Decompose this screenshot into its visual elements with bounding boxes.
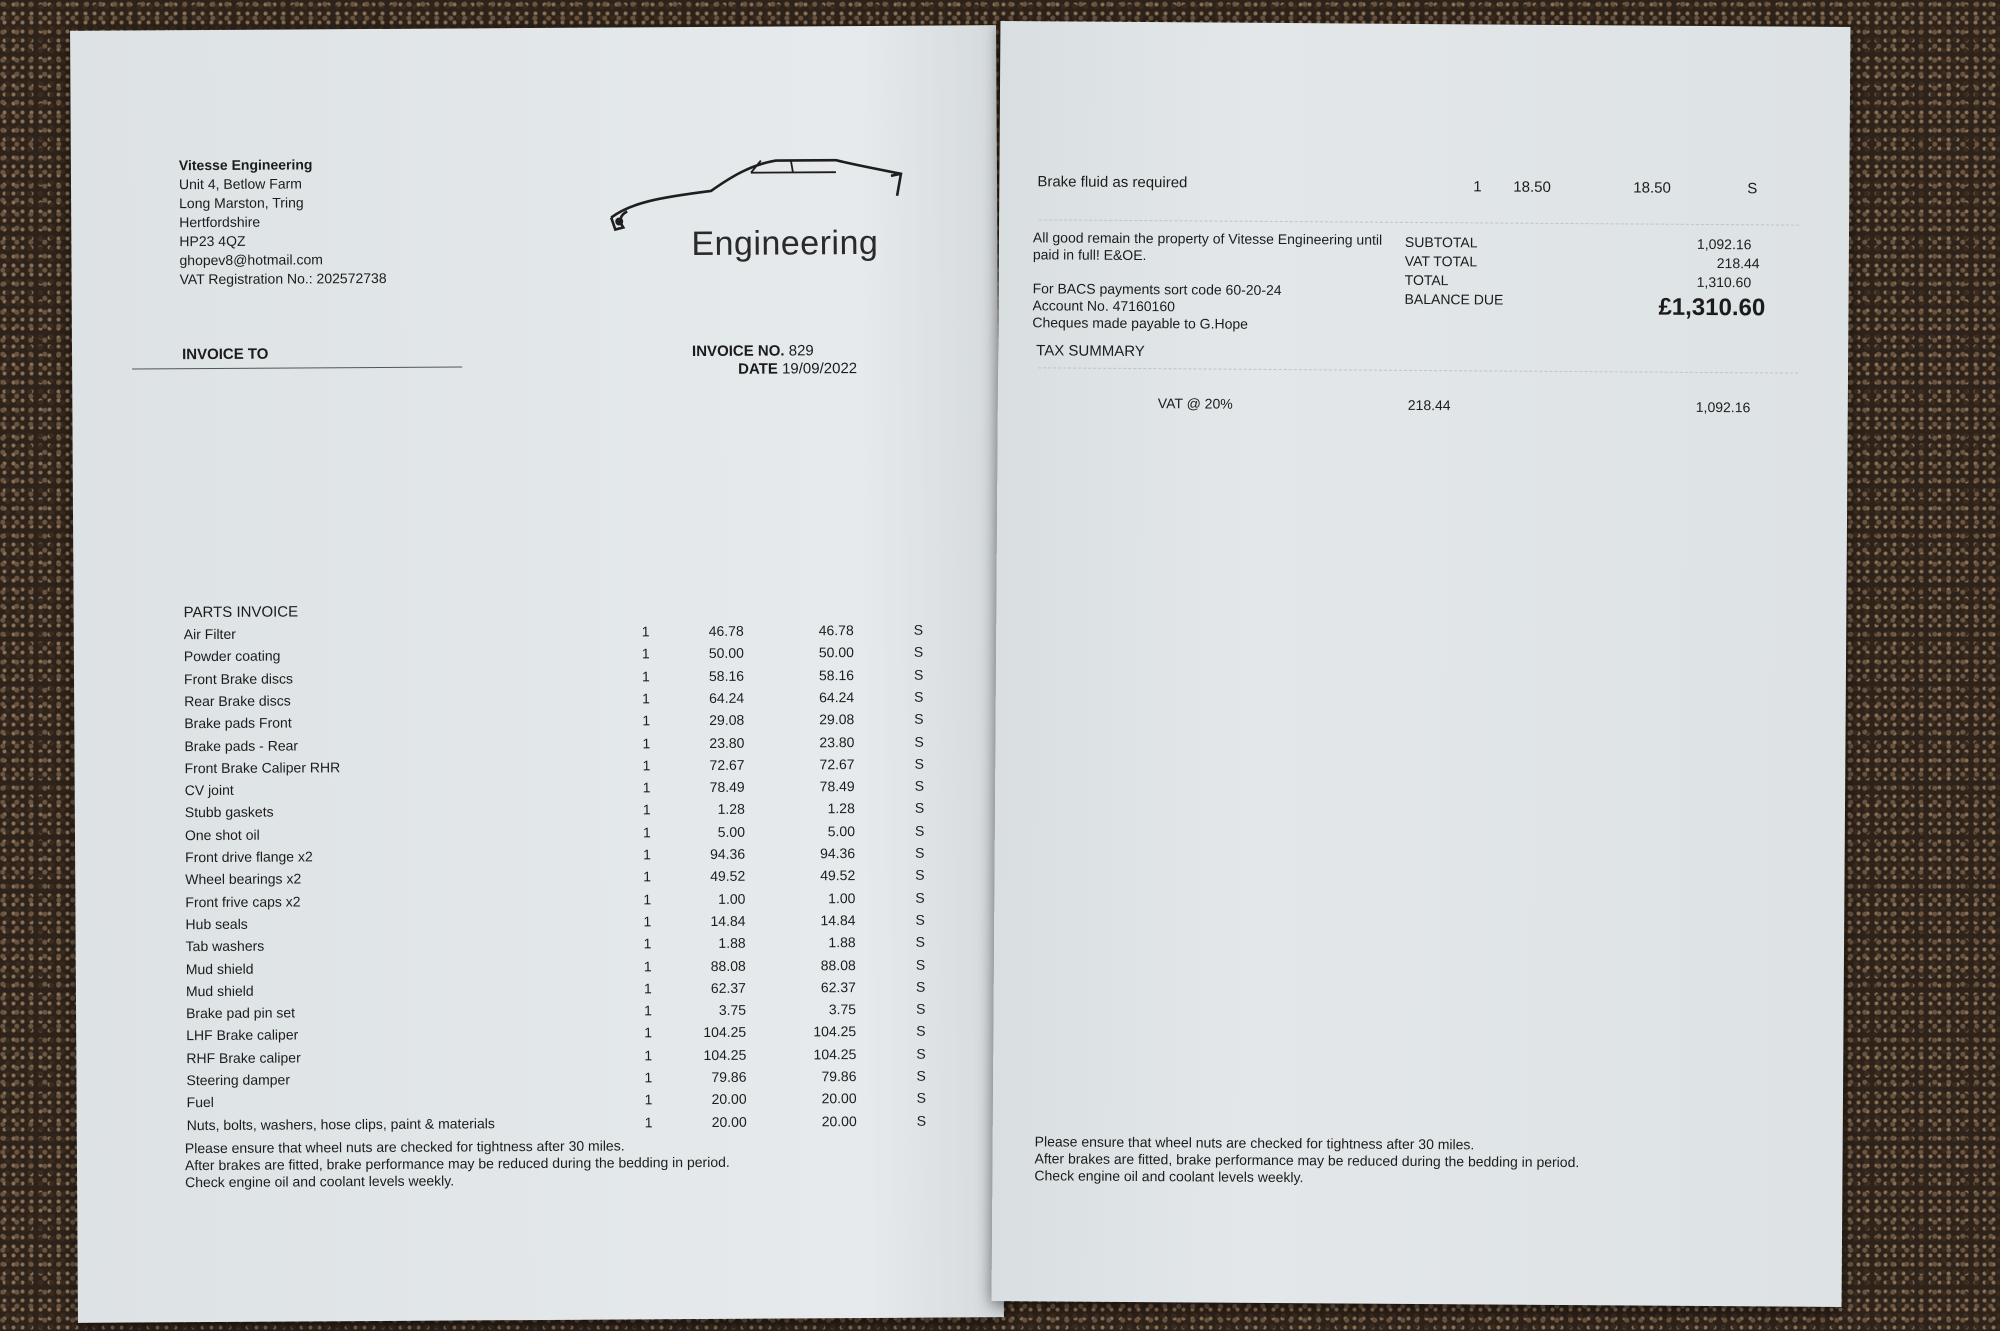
invoice-date-value: 19/09/2022 xyxy=(781,360,858,378)
invoice-number-label: INVOICE NO. xyxy=(691,342,785,361)
part-tax-code: S xyxy=(915,866,925,883)
invoice-to-divider xyxy=(132,366,462,369)
part-amount: 29.08 xyxy=(819,711,855,728)
vat-total-label: VAT TOTAL xyxy=(1404,252,1478,270)
invoice-date xyxy=(738,360,857,378)
company-address-line: Unit 4, Betlow Farm xyxy=(178,175,302,193)
part-tax-code: S xyxy=(914,800,925,817)
notes-block xyxy=(185,1137,730,1191)
part-description: Hub seals xyxy=(185,915,248,933)
part-tax-code: S xyxy=(916,1000,926,1017)
note-line: After brakes are fitted, brake performance may be reduced during the bedding in period. xyxy=(184,1153,730,1174)
part-description: Mud shield xyxy=(185,982,254,999)
company-name: Vitesse Engineering xyxy=(178,156,313,174)
part-amount: 20.00 xyxy=(821,1090,857,1107)
part-unit-price: 104.25 xyxy=(703,1024,747,1041)
part-quantity: 1 xyxy=(642,757,651,774)
part-amount: 104.25 xyxy=(813,1045,857,1063)
part-quantity: 1 xyxy=(642,823,651,841)
part-quantity: 1 xyxy=(644,1046,653,1064)
line-item-qty: 1 xyxy=(1473,178,1482,196)
subtotal-value: 1,092.16 xyxy=(1696,235,1752,253)
part-unit-price: 1.88 xyxy=(718,934,746,952)
invoice-date-label: DATE xyxy=(738,360,778,378)
part-unit-price: 1.28 xyxy=(717,801,745,818)
part-tax-code: S xyxy=(916,1023,926,1040)
part-tax-code: S xyxy=(915,978,926,995)
part-description: Tab washers xyxy=(185,937,265,955)
part-tax-code: S xyxy=(914,733,924,750)
part-quantity: 1 xyxy=(643,913,652,930)
part-quantity: 1 xyxy=(643,890,652,907)
part-unit-price: 29.08 xyxy=(709,711,745,729)
part-quantity: 1 xyxy=(642,779,651,796)
company-address-line: Long Marston, Tring xyxy=(179,194,304,212)
invoice-number xyxy=(692,342,814,360)
part-description: Stubb gaskets xyxy=(184,804,274,821)
note-line: After brakes are fitted, brake performance may be reduced during the bedding in period. xyxy=(1034,1150,1580,1171)
part-unit-price: 3.75 xyxy=(718,1001,747,1018)
part-tax-code: S xyxy=(913,643,924,660)
part-tax-code: S xyxy=(914,777,925,794)
part-tax-code: S xyxy=(916,1112,927,1129)
part-quantity: 1 xyxy=(643,846,651,863)
part-description: Front Brake discs xyxy=(183,670,294,687)
invoice-page-1 xyxy=(70,25,1004,1323)
part-description: RHF Brake caliper xyxy=(186,1049,301,1066)
part-quantity: 1 xyxy=(642,690,650,707)
part-unit-price: 20.00 xyxy=(711,1113,747,1130)
part-description: Brake pads Front xyxy=(184,714,292,732)
tax-rate: VAT @ 20% xyxy=(1157,395,1233,412)
part-tax-code: S xyxy=(913,666,924,683)
table-row xyxy=(186,1112,927,1138)
notes-block xyxy=(1034,1133,1579,1188)
part-unit-price: 23.80 xyxy=(709,734,745,751)
part-amount: 64.24 xyxy=(819,688,855,706)
part-tax-code: S xyxy=(914,710,924,727)
part-amount: 72.67 xyxy=(819,755,855,773)
divider xyxy=(1039,219,1799,225)
part-amount: 3.75 xyxy=(828,1001,857,1018)
part-description: One shot oil xyxy=(184,826,260,843)
part-amount: 50.00 xyxy=(818,644,854,661)
part-description: Front Brake Caliper RHR xyxy=(184,759,341,776)
part-description: Mud shield xyxy=(185,960,254,977)
part-quantity: 1 xyxy=(642,712,651,729)
tax-summary-title: TAX SUMMARY xyxy=(1036,342,1145,361)
bacs-text: For BACS payments sort code 60-20-24 xyxy=(1032,280,1282,299)
company-block xyxy=(179,155,387,289)
part-quantity: 1 xyxy=(644,1069,653,1086)
part-tax-code: S xyxy=(914,755,924,772)
company-email: ghopev8@hotmail.com xyxy=(179,251,323,269)
part-amount: 23.80 xyxy=(819,733,855,750)
tax-net-amount: 1,092.16 xyxy=(1695,398,1751,416)
part-quantity: 1 xyxy=(641,645,650,662)
part-amount: 1.00 xyxy=(828,889,856,906)
part-tax-code: S xyxy=(916,1067,926,1084)
part-amount: 104.25 xyxy=(813,1023,857,1040)
line-item-desc: Brake fluid as required xyxy=(1037,173,1188,192)
part-unit-price: 5.00 xyxy=(717,823,746,840)
part-amount: 79.86 xyxy=(821,1068,857,1085)
part-tax-code: S xyxy=(914,688,924,705)
part-amount: 94.36 xyxy=(820,845,856,862)
note-line: Please ensure that wheel nuts are checked for tightness after 30 miles. xyxy=(1034,1133,1475,1153)
part-unit-price: 1.00 xyxy=(718,890,746,907)
part-description: Wheel bearings x2 xyxy=(185,870,302,888)
part-unit-price: 14.84 xyxy=(710,912,746,929)
part-amount: 62.37 xyxy=(820,978,856,996)
note-line: Please ensure that wheel nuts are checked for tightness after 30 miles. xyxy=(184,1137,625,1157)
part-amount: 14.84 xyxy=(820,911,856,929)
part-description: Powder coating xyxy=(183,647,281,665)
part-amount: 1.88 xyxy=(828,934,856,951)
part-unit-price: 94.36 xyxy=(710,845,746,862)
part-tax-code: S xyxy=(915,844,925,861)
line-item-amount: 18.50 xyxy=(1633,179,1671,197)
note-line: Check engine oil and coolant levels weekly. xyxy=(1034,1167,1304,1186)
part-amount: 5.00 xyxy=(827,822,856,839)
company-address-line: Hertfordshire xyxy=(179,213,261,231)
tax-vat-amount: 218.44 xyxy=(1407,396,1451,414)
part-unit-price: 79.86 xyxy=(711,1068,747,1085)
cheques-text: Cheques made payable to G.Hope xyxy=(1032,314,1249,332)
part-amount: 20.00 xyxy=(821,1112,857,1129)
part-unit-price: 50.00 xyxy=(708,645,744,662)
part-tax-code: S xyxy=(916,1045,926,1062)
line-item-tax: S xyxy=(1747,180,1758,198)
part-tax-code: S xyxy=(915,889,925,906)
part-quantity: 1 xyxy=(643,868,652,885)
part-description: Nuts, bolts, washers, hose clips, paint & materials xyxy=(186,1114,495,1133)
part-description: CV joint xyxy=(184,781,234,799)
part-quantity: 1 xyxy=(644,1002,652,1019)
terms-text: All good remain the property of Vitesse Engineering until xyxy=(1032,229,1383,248)
part-unit-price: 104.25 xyxy=(703,1046,747,1063)
account-text: Account No. 47160160 xyxy=(1032,297,1176,315)
terms-text-2: paid in full! E&OE. xyxy=(1032,246,1147,264)
part-tax-code: S xyxy=(913,621,924,638)
total-value: 1,310.60 xyxy=(1696,273,1752,291)
line-item-price: 18.50 xyxy=(1513,178,1551,196)
part-unit-price: 88.08 xyxy=(710,957,746,974)
invoice-page-2 xyxy=(992,21,1851,1307)
part-description: Steering damper xyxy=(186,1071,291,1089)
part-description: Air Filter xyxy=(183,625,236,643)
total-label: TOTAL xyxy=(1404,271,1449,289)
parts-invoice-title: PARTS INVOICE xyxy=(183,603,299,622)
part-description: Brake pad pin set xyxy=(186,1004,296,1022)
part-amount: 88.08 xyxy=(820,956,856,973)
part-description: Fuel xyxy=(186,1094,214,1111)
part-amount: 78.49 xyxy=(819,778,855,795)
note-line: Check engine oil and coolant levels weekly. xyxy=(185,1172,455,1191)
part-quantity: 1 xyxy=(641,667,650,684)
invoice-number-value: 829 xyxy=(788,342,814,360)
part-amount: 49.52 xyxy=(820,867,856,884)
part-unit-price: 78.49 xyxy=(709,778,745,796)
part-quantity: 1 xyxy=(641,623,650,640)
part-quantity: 1 xyxy=(642,734,651,751)
invoice-to-label: INVOICE TO xyxy=(181,345,269,364)
part-quantity: 1 xyxy=(644,1024,653,1041)
part-tax-code: S xyxy=(915,911,925,928)
part-quantity: 1 xyxy=(643,957,652,974)
part-description: Brake pads - Rear xyxy=(184,736,299,754)
part-unit-price: 46.78 xyxy=(708,622,744,639)
part-amount: 58.16 xyxy=(818,666,855,683)
logo-text: Engineering xyxy=(691,223,879,264)
part-quantity: 1 xyxy=(643,980,652,997)
part-amount: 46.78 xyxy=(818,622,854,639)
company-address-line: HP23 4QZ xyxy=(179,232,246,250)
part-unit-price: 72.67 xyxy=(709,756,745,773)
part-description: LHF Brake caliper xyxy=(186,1026,299,1044)
divider xyxy=(1038,367,1798,373)
part-quantity: 1 xyxy=(644,1113,653,1130)
part-description: Front frive caps x2 xyxy=(185,893,301,910)
part-quantity: 1 xyxy=(644,1091,653,1108)
subtotal-label: SUBTOTAL xyxy=(1404,233,1478,251)
part-quantity: 1 xyxy=(642,801,651,818)
part-unit-price: 49.52 xyxy=(710,868,746,885)
part-unit-price: 58.16 xyxy=(708,667,745,684)
part-unit-price: 62.37 xyxy=(710,979,746,996)
balance-due-value: £1,310.60 xyxy=(1658,293,1766,322)
vat-registration: VAT Registration No.: 202572738 xyxy=(179,269,387,288)
vat-total-value: 218.44 xyxy=(1716,255,1760,272)
part-unit-price: 20.00 xyxy=(711,1091,747,1108)
part-description: Rear Brake discs xyxy=(184,692,291,710)
part-tax-code: S xyxy=(915,933,926,950)
part-unit-price: 64.24 xyxy=(709,689,745,706)
part-amount: 1.28 xyxy=(827,800,855,817)
part-tax-code: S xyxy=(916,1089,926,1106)
part-description: Front drive flange x2 xyxy=(185,848,313,866)
balance-due-label: BALANCE DUE xyxy=(1404,290,1504,308)
part-tax-code: S xyxy=(915,956,926,973)
part-tax-code: S xyxy=(914,822,925,839)
part-quantity: 1 xyxy=(643,935,652,952)
